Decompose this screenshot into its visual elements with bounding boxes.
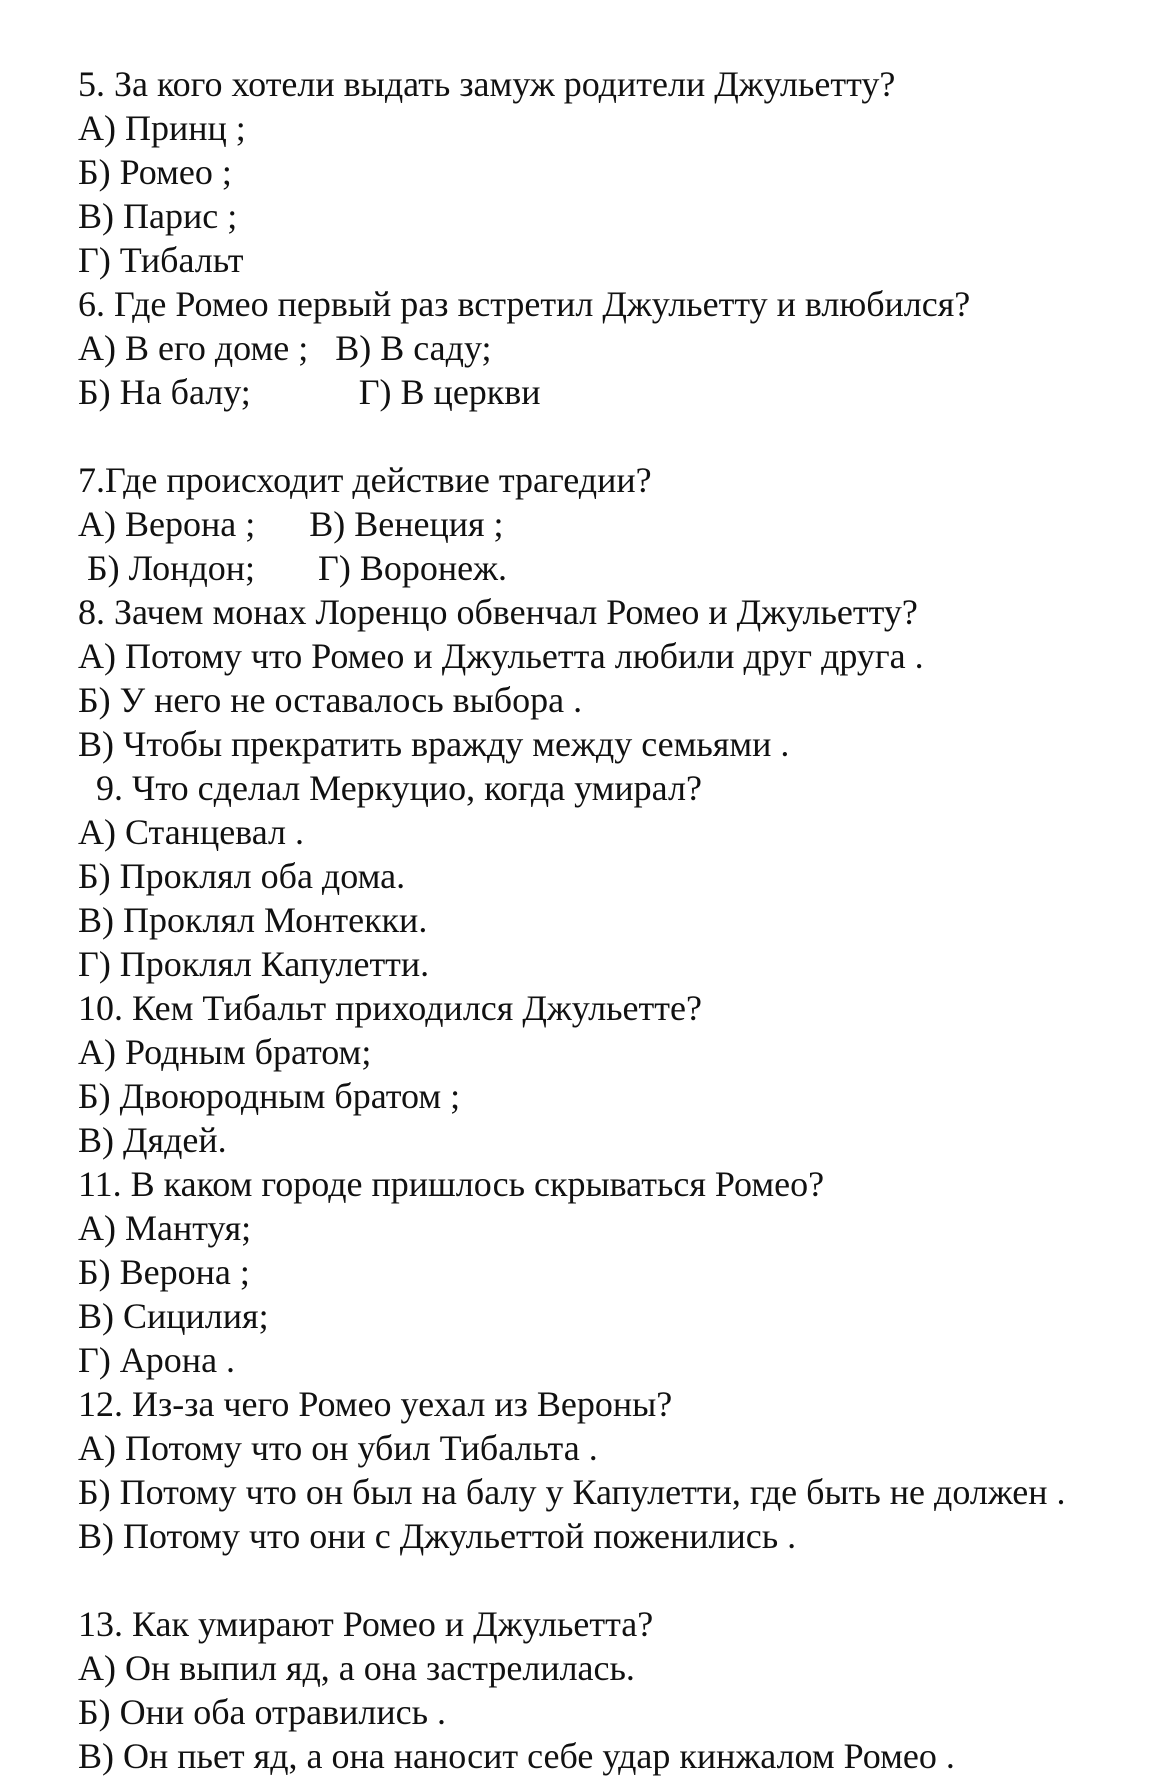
answer-line: В) Парис ;: [78, 196, 238, 236]
answer-line: Г) Арона .: [78, 1340, 236, 1380]
answer-line: Б) Лондон; Г) Воронеж.: [78, 548, 507, 588]
answer-line: В) Проклял Монтекки.: [78, 900, 428, 940]
answer-line: Б) Ромео ;: [78, 152, 232, 192]
answer-line: В) Дядей.: [78, 1120, 227, 1160]
question-5: 5. За кого хотели выдать замуж родители Джульетту?: [78, 64, 896, 104]
answer-line: А) Мантуя;: [78, 1208, 252, 1248]
answer-line: В) Потому что они с Джульеттой поженились .: [78, 1516, 797, 1556]
question-9: 9. Что сделал Меркуцио, когда умирал?: [78, 768, 702, 808]
answer-line: А) Родным братом;: [78, 1032, 372, 1072]
answer-line: В) Сицилия;: [78, 1296, 269, 1336]
answer-line: А) Принц ;: [78, 108, 246, 148]
answer-line: Б) Проклял оба дома.: [78, 856, 406, 896]
answer-line: В) Чтобы прекратить вражду между семьями .: [78, 724, 790, 764]
question-13: 13. Как умирают Ромео и Джульетта?: [78, 1604, 654, 1644]
question-10: 10. Кем Тибальт приходился Джульетте?: [78, 988, 702, 1028]
answer-line: Б) У него не оставалось выбора .: [78, 680, 583, 720]
question-12: 12. Из-за чего Ромео уехал из Вероны?: [78, 1384, 673, 1424]
answer-line: Б) Потому что он был на балу у Капулетти, где быть не должен .: [78, 1472, 1066, 1512]
answer-line: Б) Они оба отравились .: [78, 1692, 447, 1732]
answer-line: А) Станцевал .: [78, 812, 304, 852]
answer-line: В) Он пьет яд, а она наносит себе удар кинжалом Ромео .: [78, 1736, 955, 1776]
question-8: 8. Зачем монах Лоренцо обвенчал Ромео и Джульетту?: [78, 592, 918, 632]
answer-line: Б) Верона ;: [78, 1252, 250, 1292]
answer-line: А) В его доме ; В) В саду;: [78, 328, 492, 368]
answer-line: Г) Проклял Капулетти.: [78, 944, 430, 984]
answer-line: А) Верона ; В) Венеция ;: [78, 504, 504, 544]
answer-line: Б) Двоюродным братом ;: [78, 1076, 461, 1116]
question-7: 7.Где происходит действие трагедии?: [78, 460, 652, 500]
answer-line: А) Потому что он убил Тибальта .: [78, 1428, 598, 1468]
answer-line: А) Потому что Ромео и Джульетта любили друг друга .: [78, 636, 924, 676]
answer-line: А) Он выпил яд, а она застрелилась.: [78, 1648, 635, 1688]
answer-line: Б) На балу; Г) В церкви: [78, 372, 541, 412]
question-11: 11. В каком городе пришлось скрываться Ромео?: [78, 1164, 825, 1204]
question-6: 6. Где Ромео первый раз встретил Джульетту и влюбился?: [78, 284, 971, 324]
answer-line: Г) Тибальт: [78, 240, 244, 280]
